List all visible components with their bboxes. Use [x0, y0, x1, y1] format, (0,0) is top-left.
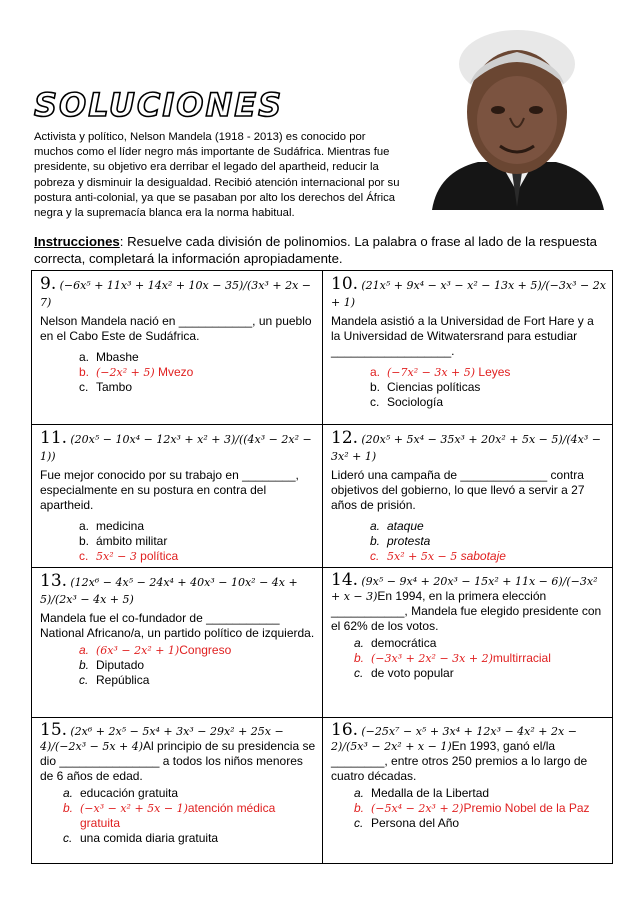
- option-c: c. Tambo: [79, 380, 133, 394]
- problem-12: [322, 425, 612, 567]
- problem-number: 14.: [331, 570, 359, 590]
- problem-16: [322, 718, 612, 863]
- polynomial-division: (9x⁵ − 9x⁴ + 20x³ − 15x² + 11x − 6)/(−3x² + x − 3): [331, 575, 598, 603]
- problem-number: 12.: [331, 428, 359, 448]
- option-a: a. Mbashe: [79, 350, 139, 364]
- grid-row-3: [32, 567, 612, 717]
- option-c: c. de voto popular: [354, 666, 454, 680]
- option-b: b. ámbito militar: [79, 534, 168, 548]
- option-a: a. (−7x² − 3x + 5) Leyes: [370, 365, 511, 379]
- option-b: b. (−3x³ + 2x² − 3x + 2)multirracial: [354, 651, 551, 665]
- question-text: Fue mejor conocido por su trabajo en ________, especialmente en su postura en contra del apartheid.: [40, 468, 299, 512]
- polynomial-division: (12x⁶ − 4x⁵ − 24x⁴ + 40x³ − 10x² − 4x + 5)/(2x³ − 4x + 5): [40, 576, 298, 606]
- instructions: [34, 233, 614, 267]
- polynomial-division: (20x⁵ − 10x⁴ − 12x³ + x² + 3)/((4x³ − 2x² − 1)): [40, 433, 312, 463]
- polynomial-division: (−6x⁵ + 11x³ + 14x² + 10x − 35)/(3x³ + 2x − 7): [40, 279, 311, 309]
- mandela-portrait: [418, 22, 616, 210]
- problem-number: 16.: [331, 720, 359, 740]
- question-text: Al principio de su presidencia se dio _______________ a todos los niños menores de 6 años de edad.: [40, 739, 316, 783]
- option-c: c. 5x² + 5x − 5 sabotaje: [370, 549, 506, 563]
- problem-10: [322, 271, 612, 424]
- problem-number: 11.: [40, 428, 68, 448]
- option-a: a. Medalla de la Libertad: [354, 786, 490, 800]
- problem-9: [32, 271, 322, 424]
- problem-11: [32, 425, 322, 567]
- polynomial-division: (21x⁵ + 9x⁴ − x³ − x² − 13x + 5)/(−3x³ − 2x + 1): [331, 279, 606, 309]
- option-b: b. (−5x⁴ − 2x³ + 2)Premio Nobel de la Paz: [354, 801, 590, 815]
- option-c: c. República: [79, 673, 150, 687]
- option-b: b. Ciencias políticas: [370, 380, 481, 394]
- grid-row-1: [32, 271, 612, 424]
- option-c: c. Persona del Año: [354, 816, 460, 830]
- grid-row-2: [32, 424, 612, 567]
- option-a: a. democrática: [354, 636, 437, 650]
- problem-13: [32, 568, 322, 717]
- option-a: a. ataque: [370, 519, 424, 533]
- option-c: c. Sociología: [370, 395, 444, 409]
- option-c: c. una comida diaria gratuita: [63, 831, 219, 845]
- question-text: Lideró una campaña de _____________ contra objetivos del gobierno, lo que llevó a servir a 27 años de prisión.: [331, 468, 585, 512]
- instructions-label: Instrucciones: [34, 234, 120, 249]
- page-title: SOLUCIONES: [34, 86, 284, 124]
- option-a: a. medicina: [79, 519, 145, 533]
- option-c: c. 5x² − 3 política: [79, 549, 179, 563]
- question-text: En 1993, ganó el/la ________, entre otros 250 premios a lo largo de cuatro décadas.: [331, 739, 588, 783]
- intro-paragraph: Activista y político, Nelson Mandela (1918 - 2013) es conocido por muchos como el líder negro más importante de Sudáfrica. Mientras fue presidente, su objetivo era derribar el legado del apartheid, reducir la pobreza y disminuir la desigualdad. Recibió atención internacional por su postura anti-colonial, ya que se pasaban por alto los derechos del África negra y la supremacía blanca era la norma habitual.: [34, 131, 400, 220]
- question-text: Mandela fue el co-fundador de ___________ National Africano/a, un partido político de izquierda.: [40, 611, 315, 640]
- problem-number: 13.: [40, 571, 68, 591]
- problem-15: [32, 718, 322, 863]
- option-b: b. protesta: [370, 534, 431, 548]
- option-a: a. educación gratuita: [63, 786, 179, 800]
- question-text: Nelson Mandela nació en ___________, un pueblo en el Cabo Este de Sudáfrica.: [40, 314, 312, 343]
- question-text: En 1994, en la primera elección ___________, Mandela fue elegido presidente con el 62% de los votos.: [331, 589, 602, 633]
- polynomial-division: (2x⁶ + 2x⁵ − 5x⁴ + 3x³ − 29x² + 25x − 4)/(−2x³ − 5x + 4): [40, 725, 284, 753]
- polynomial-division: (−25x⁷ − x⁵ + 3x⁴ + 12x³ − 4x² + 2x − 2)/(5x³ − 2x² + x − 1): [331, 725, 577, 753]
- option-b: b. (−2x² + 5) Mvezo: [79, 365, 194, 379]
- problem-grid: [31, 270, 613, 864]
- grid-row-4: [32, 717, 612, 863]
- problem-number: 9.: [40, 274, 57, 294]
- problem-14: [322, 568, 612, 717]
- option-b: b. (−x³ − x² + 5x − 1)atención médica gratuita: [63, 801, 276, 830]
- question-text: Mandela asistió a la Universidad de Fort Hare y a la Universidad de Witwatersrand para estudiar __________________.: [331, 314, 594, 358]
- option-b: b. Diputado: [79, 658, 145, 672]
- problem-number: 15.: [40, 720, 68, 740]
- instructions-text: : Resuelve cada división de polinomios. La palabra o frase al lado de la respuesta correcta, completará la información apropiadamente.: [34, 234, 597, 266]
- option-a: a. (6x³ − 2x² + 1)Congreso: [79, 643, 232, 657]
- polynomial-division: (20x⁵ + 5x⁴ − 35x³ + 20x² + 5x − 5)/(4x³ − 3x² + 1): [331, 433, 601, 463]
- problem-number: 10.: [331, 274, 359, 294]
